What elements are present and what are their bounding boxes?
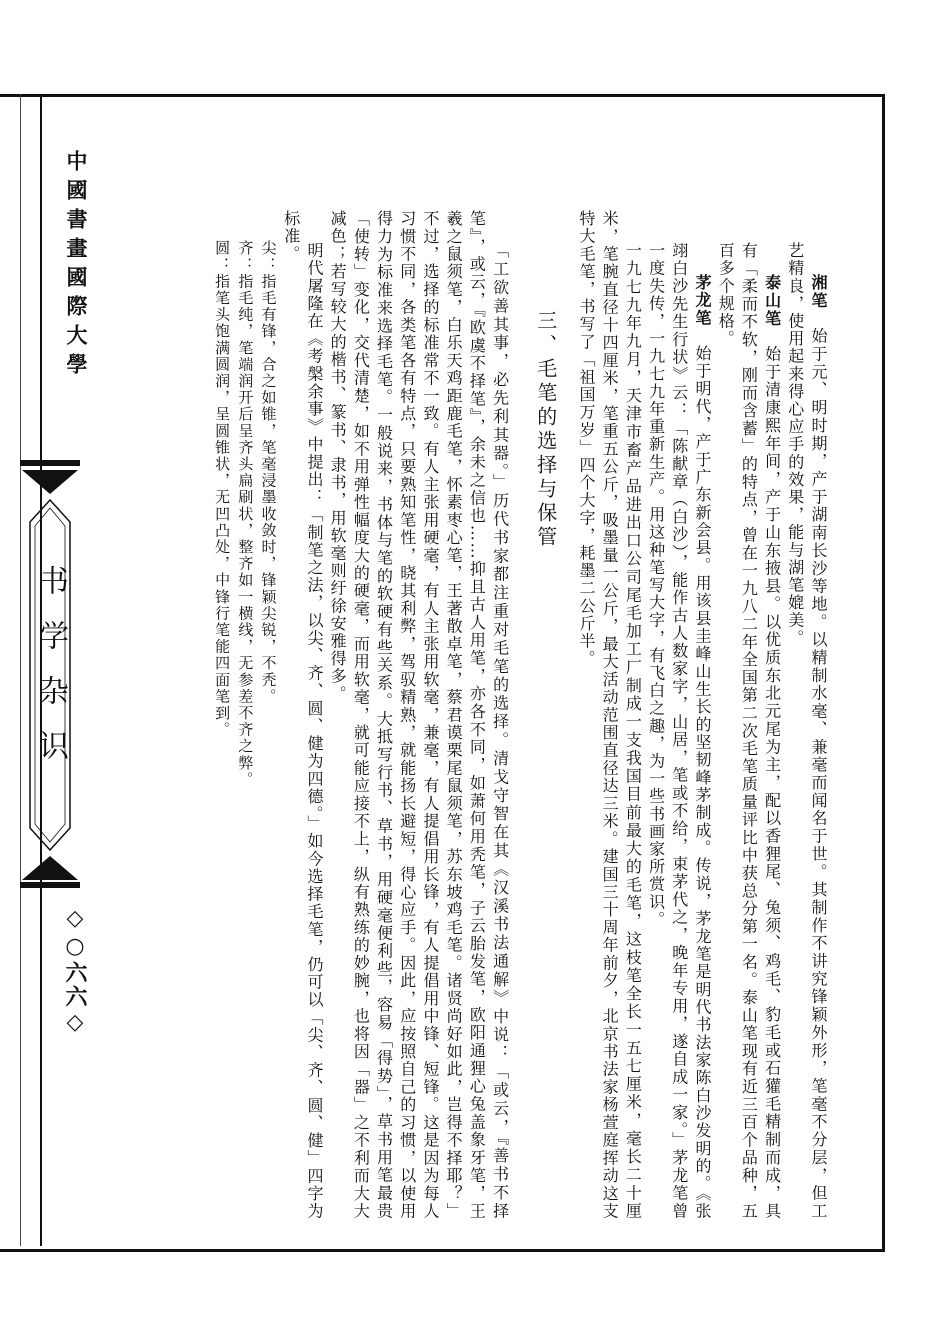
- paragraph-four-virtues: 明代屠隆在《考槃余事》中提出：「制笔之法，以尖、齐、圆、健为四德。」如今选择毛笔，仍可以「尖、齐、圆、健」四字为标准。: [281, 210, 324, 1220]
- paragraph-xiang-brush: [784, 210, 830, 1220]
- section-heading: 三、毛笔的选择与保管: [533, 310, 558, 550]
- term-maolong-brush: 茅龙笔: [692, 274, 712, 328]
- ornament-band-bottom: [20, 882, 80, 888]
- paragraph-largest-brush: 一九七九年九月，天津市畜产品进出口公司尾毛加工厂制成一支我国目前最大的毛笔，这枝笔全长一五七厘米，毫长二十厘米，笔腕直径十四厘米，笔重五公斤，吸墨量一公斤，最大活动范围直径达三米。建国三十周年前夕，北京书法家杨萱庭挥动这支特大毛笔，书写了「祖国万岁」四个大字，耗墨二公斤半。: [576, 210, 643, 1220]
- page-number: ◇○六六◇: [62, 905, 88, 1037]
- criterion-sharp: 尖：指毛有锋，合之如锥，笔毫浸墨收敛时，锋颖尖锐，不秃。: [259, 240, 278, 705]
- term-taishan-brush: 泰山笔: [762, 274, 782, 328]
- paragraph-selection: 「工欲善其事，必先利其器。」历代书家都注重对毛笔的选择。清戈守智在其《汉溪书法通解》中说：「或云，『善书不择笔』，或云，『欧虞不择笔』，余未之信也……抑且古人用笔，亦各不同，如萧何用秃笔，子云胎发笔，欧阳通狸心兔盖象牙笔，王羲之鼠须笔，白乐天鸡距鹿毛笔，怀素枣心笔，王著散卓笔，蔡君谟栗尾鼠须笔，苏东坡鸡毛笔。诸贤尚好如此，岂得不择耶？」不过，选择的标准常不一致。有人主张用硬毫，有人主张用软毫，兼毫，有人提倡用长锋，有人提倡用中锋、短锋。这是因为每人习惯不同，各类笔各有特点，只要熟知笔性，晓其利弊，驾驭精熟，就能扬长避短，得心应手。因此，应按照自己的习惯，以使用得力为标准来选择毛笔。一般说来，书体与笔的软硬有些关系。大抵写行书、草书，用硬毫便利些，容易「得势」，草书用笔最贵「使转」变化，交代清楚，如不用弹性幅度大的硬毫，而用软毫，就可能应接不上，纵有熟练的妙腕，也将因「器」之不利而大大减色；若写较大的楷书、篆书、隶书，用软毫则纡徐安雅得多。: [328, 210, 510, 1220]
- criterion-round: 圆：指笔头饱满圆润，呈圆锥状，无凹凸处，中锋行笔能四面笔到。: [213, 240, 232, 738]
- body-text: [100, 210, 830, 1220]
- paragraph-taishan-brush: [714, 210, 784, 1220]
- text-xiang-brush: 始于元、明时期，产于湖南长沙等地。以精制水毫、兼毫而闻名于世。其制作不讲究锋颖外形，笔毫不分层，但工艺精良，使用起来得心应手的效果，能与湖笔媲美。: [785, 242, 828, 1221]
- ornament-band-top: [20, 460, 80, 466]
- paragraph-maolong-brush: [644, 210, 714, 1220]
- text-taishan-brush: 始于清康熙年间，产于山东掖县。以优质东北元尾为主，配以香狸尾、兔须、鸡毛、豹毛或石獾毛精制而成，具有「柔而不软，刚而含蓄」的特点，曾在一九八二年全国第二次毛笔质量评比中获总分第一名。泰山笔现有近三百个品种，五百多个规格。: [716, 242, 782, 1220]
- term-xiang-brush: 湘笔: [809, 274, 828, 310]
- school-name: 中國書畫國際大學: [64, 150, 89, 382]
- margin-rule-thin: [20, 94, 21, 1246]
- chapter-title: 书学杂识: [33, 565, 68, 785]
- text-maolong-brush: 始于明代，产于广东新会县。用该县圭峰山生长的坚韧峰茅制成。传说，茅龙笔是明代书法家陈白沙发明的。《张翊白沙先生行状》云：「陈献章（白沙），能作古人数家字，山居，笔或不给，束茅代之，晚年专用，遂自成一家。」茅龙笔曾一度失传，一九七九年重新生产。用这种笔写大字，有飞白之趣，为一些书画家所赏识。: [646, 242, 712, 1220]
- criterion-even: 齐：指毛纯，笔端润开后呈齐头扁刷状，整齐如一横线，无参差不齐之弊。: [236, 240, 255, 788]
